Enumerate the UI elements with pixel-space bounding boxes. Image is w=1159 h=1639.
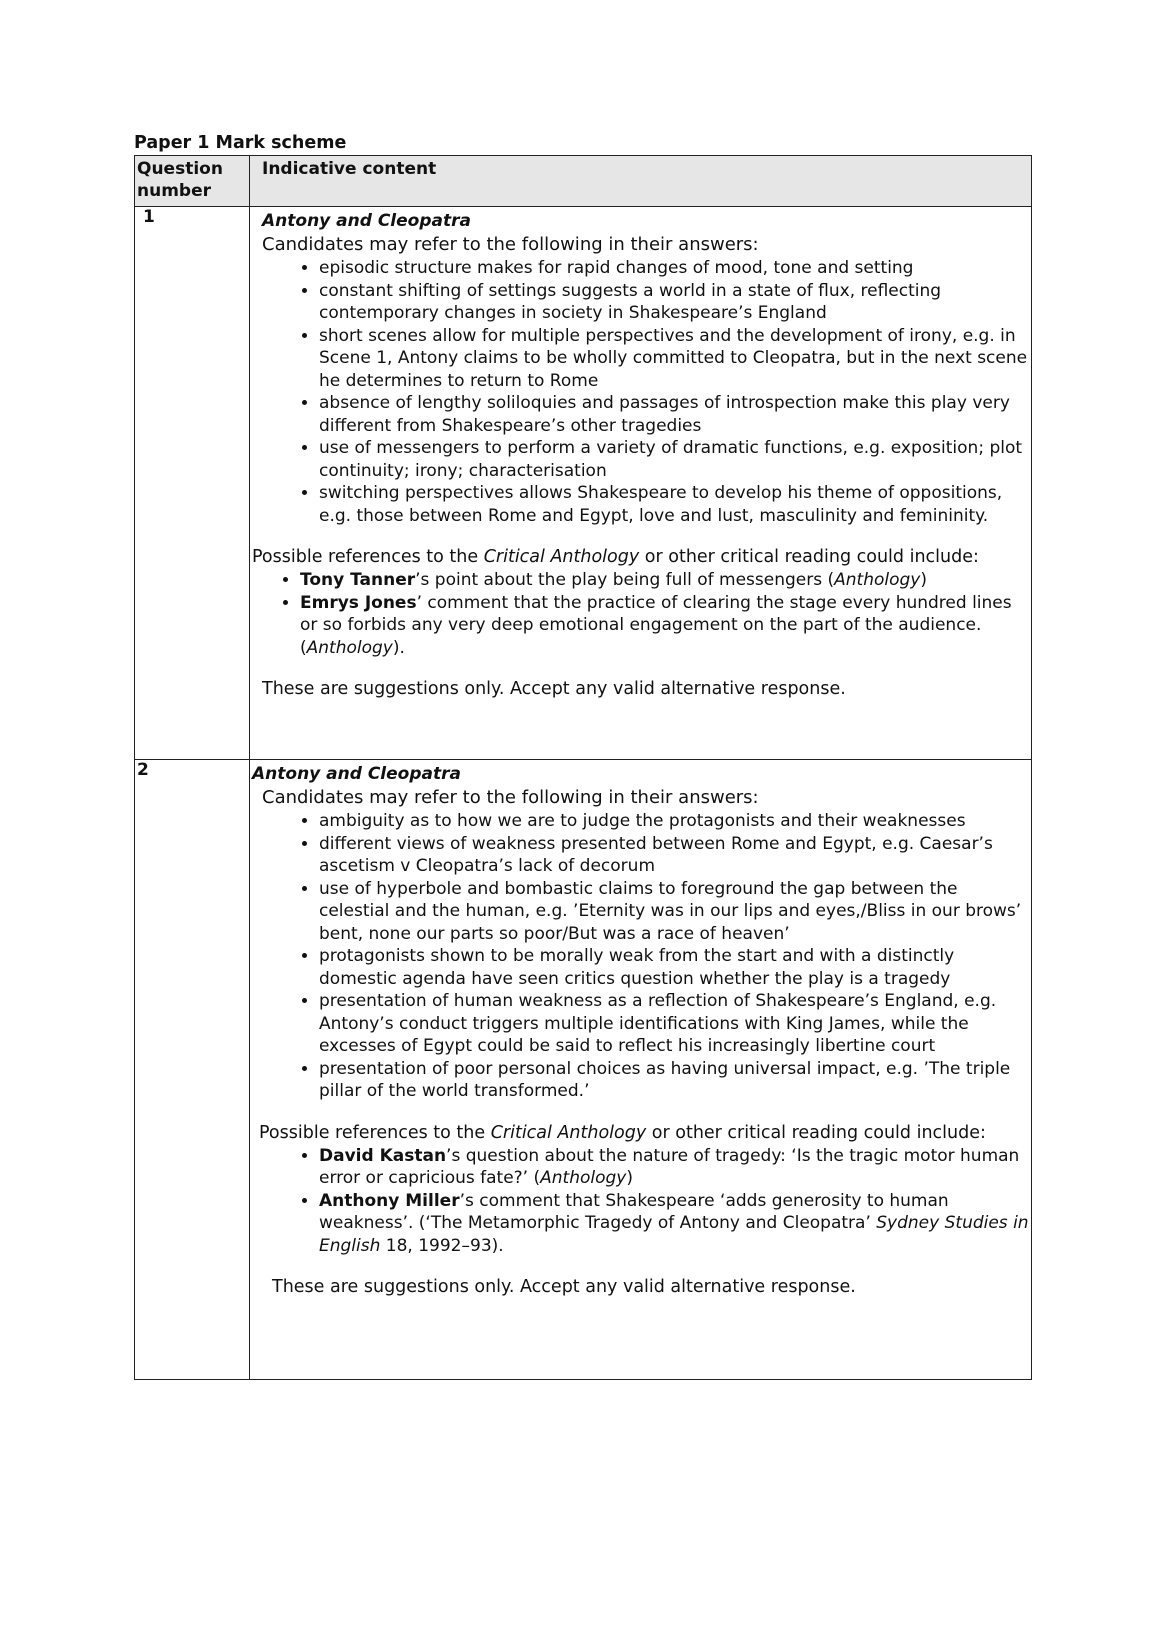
- mark-scheme-table: [134, 155, 1032, 1380]
- intro-text: Candidates may refer to the following in their answers:: [262, 787, 759, 808]
- content-points: [262, 257, 1031, 527]
- text-segment: ’s point about the play being full of messengers (: [415, 570, 835, 590]
- question-number: 1: [135, 207, 250, 760]
- header-indicative-content: Indicative content: [250, 156, 1032, 207]
- text-segment: constant shifting of settings suggests a world in a state of flux, reflecting contemporary changes in society in Shakespeare’s England: [319, 280, 942, 323]
- table-header-row: [135, 156, 1032, 207]
- list-item: [319, 810, 1031, 833]
- content-points: [262, 810, 1031, 1103]
- critic-name: David Kastan: [319, 1145, 447, 1166]
- indicative-content: [250, 760, 1032, 1380]
- table-row: [135, 760, 1032, 1380]
- document-title: Paper 1 Mark scheme: [134, 133, 347, 153]
- text-segment: absence of lengthy soliloquies and passages of introspection make this play very different from Shakespeare’s other tragedies: [319, 393, 1010, 436]
- play-title: Antony and Cleopatra: [262, 211, 471, 231]
- text-segment: episodic structure makes for rapid changes of mood, tone and setting: [319, 258, 914, 278]
- text-segment: ).: [392, 637, 405, 658]
- text-segment: ’ comment that the practice of clearing the stage every hundred lines or so forbids any very deep emotional engagement on the part of the audience. (: [300, 592, 1012, 658]
- list-item: [319, 392, 1031, 437]
- text-segment: presentation of human weakness as a reflection of Shakespeare’s England, e.g. Antony’s conduct triggers multiple identifications with King James, while the excesses of Egypt could be said to reflect his increasingly libertine court: [319, 991, 997, 1056]
- list-item: [319, 878, 1031, 946]
- list-item: [319, 1145, 1031, 1190]
- list-item: [319, 833, 1031, 878]
- italic-title: Anthology: [540, 1168, 627, 1188]
- suggestions-note: These are suggestions only. Accept any valid alternative response.: [272, 1277, 856, 1297]
- text-segment: use of hyperbole and bombastic claims to foreground the gap between the celestial and the human, e.g. ’Eternity was in our lips and eyes,/Bliss in our brows’ bent, none our parts so poor/But was a race of heaven’: [319, 878, 1022, 944]
- italic-title: Critical Anthology: [490, 1122, 647, 1143]
- references-list: [262, 1145, 1031, 1258]
- text-segment: switching perspectives allows Shakespeare to develop his theme of oppositions, e.g. those between Rome and Egypt, love and lust, masculinity and femininity.: [319, 483, 1003, 526]
- text-segment: ): [920, 570, 928, 590]
- text-segment: Possible references to the: [252, 547, 484, 567]
- suggestions-note: These are suggestions only. Accept any valid alternative response.: [262, 679, 846, 699]
- critic-name: Emrys Jones: [300, 592, 417, 613]
- italic-title: Sydney Studies in English: [319, 1213, 1029, 1256]
- italic-title: Anthology: [306, 637, 393, 658]
- references-intro: [259, 1121, 1031, 1145]
- text-segment: ’s comment that Shakespeare ‘adds generosity to human weakness’. (‘The Metamorphic Tragedy of Antony and Cleopatra’: [319, 1190, 949, 1233]
- list-item: [319, 437, 1031, 482]
- text-segment: or other critical reading could include:: [646, 1122, 986, 1143]
- question-number: 2: [135, 760, 250, 1380]
- text-segment: 18, 1992–93).: [380, 1235, 504, 1256]
- critic-name: Tony Tanner: [300, 570, 416, 590]
- text-segment: protagonists shown to be morally weak from the start and with a distinctly domestic agenda have seen critics question whether the play is a tragedy: [319, 946, 955, 989]
- italic-title: Critical Anthology: [483, 547, 640, 567]
- list-item: [319, 1190, 1031, 1258]
- list-item: [300, 569, 1031, 592]
- text-segment: or other critical reading could include:: [639, 547, 979, 567]
- intro-text: Candidates may refer to the following in their answers:: [262, 234, 759, 255]
- spacer: [262, 1103, 1031, 1121]
- list-item: [319, 325, 1031, 393]
- text-segment: ambiguity as to how we are to judge the protagonists and their weaknesses: [319, 811, 966, 831]
- list-item: [319, 280, 1031, 325]
- text-segment: ’s question about the nature of tragedy: ‘Is the tragic motor human error or capricious fate?’ (: [319, 1145, 1020, 1188]
- text-segment: short scenes allow for multiple perspectives and the development of irony, e.g. in Scene 1, Antony claims to be wholly committed to Cleopatra, but in the next scene he determines to return to Rome: [319, 325, 1028, 391]
- critic-name: Anthony Miller: [319, 1190, 460, 1211]
- header-question-number: Question number: [135, 156, 250, 207]
- text-segment: different views of weakness presented between Rome and Egypt, e.g. Caesar’s ascetism v Cleopatra’s lack of decorum: [319, 833, 993, 876]
- list-item: [319, 945, 1031, 990]
- table-row: [135, 207, 1032, 760]
- references-intro: [252, 545, 1031, 569]
- indicative-content: [250, 207, 1032, 760]
- spacer: [262, 527, 1031, 545]
- text-segment: use of messengers to perform a variety of dramatic functions, e.g. exposition; plot continuity; irony; characterisation: [319, 438, 1023, 481]
- list-item: [300, 592, 1031, 660]
- spacer: [262, 659, 1031, 677]
- list-item: [319, 990, 1031, 1058]
- italic-title: Anthology: [834, 570, 921, 590]
- text-segment: presentation of poor personal choices as having universal impact, e.g. ’The triple pillar of the world transformed.’: [319, 1058, 1011, 1101]
- list-item: [319, 482, 1031, 527]
- list-item: [319, 1058, 1031, 1103]
- text-segment: Possible references to the: [259, 1122, 491, 1143]
- spacer: [262, 1257, 1031, 1275]
- list-item: [319, 257, 1031, 280]
- references-list: [262, 569, 1031, 659]
- text-segment: ): [626, 1168, 633, 1188]
- play-title: Antony and Cleopatra: [252, 764, 461, 784]
